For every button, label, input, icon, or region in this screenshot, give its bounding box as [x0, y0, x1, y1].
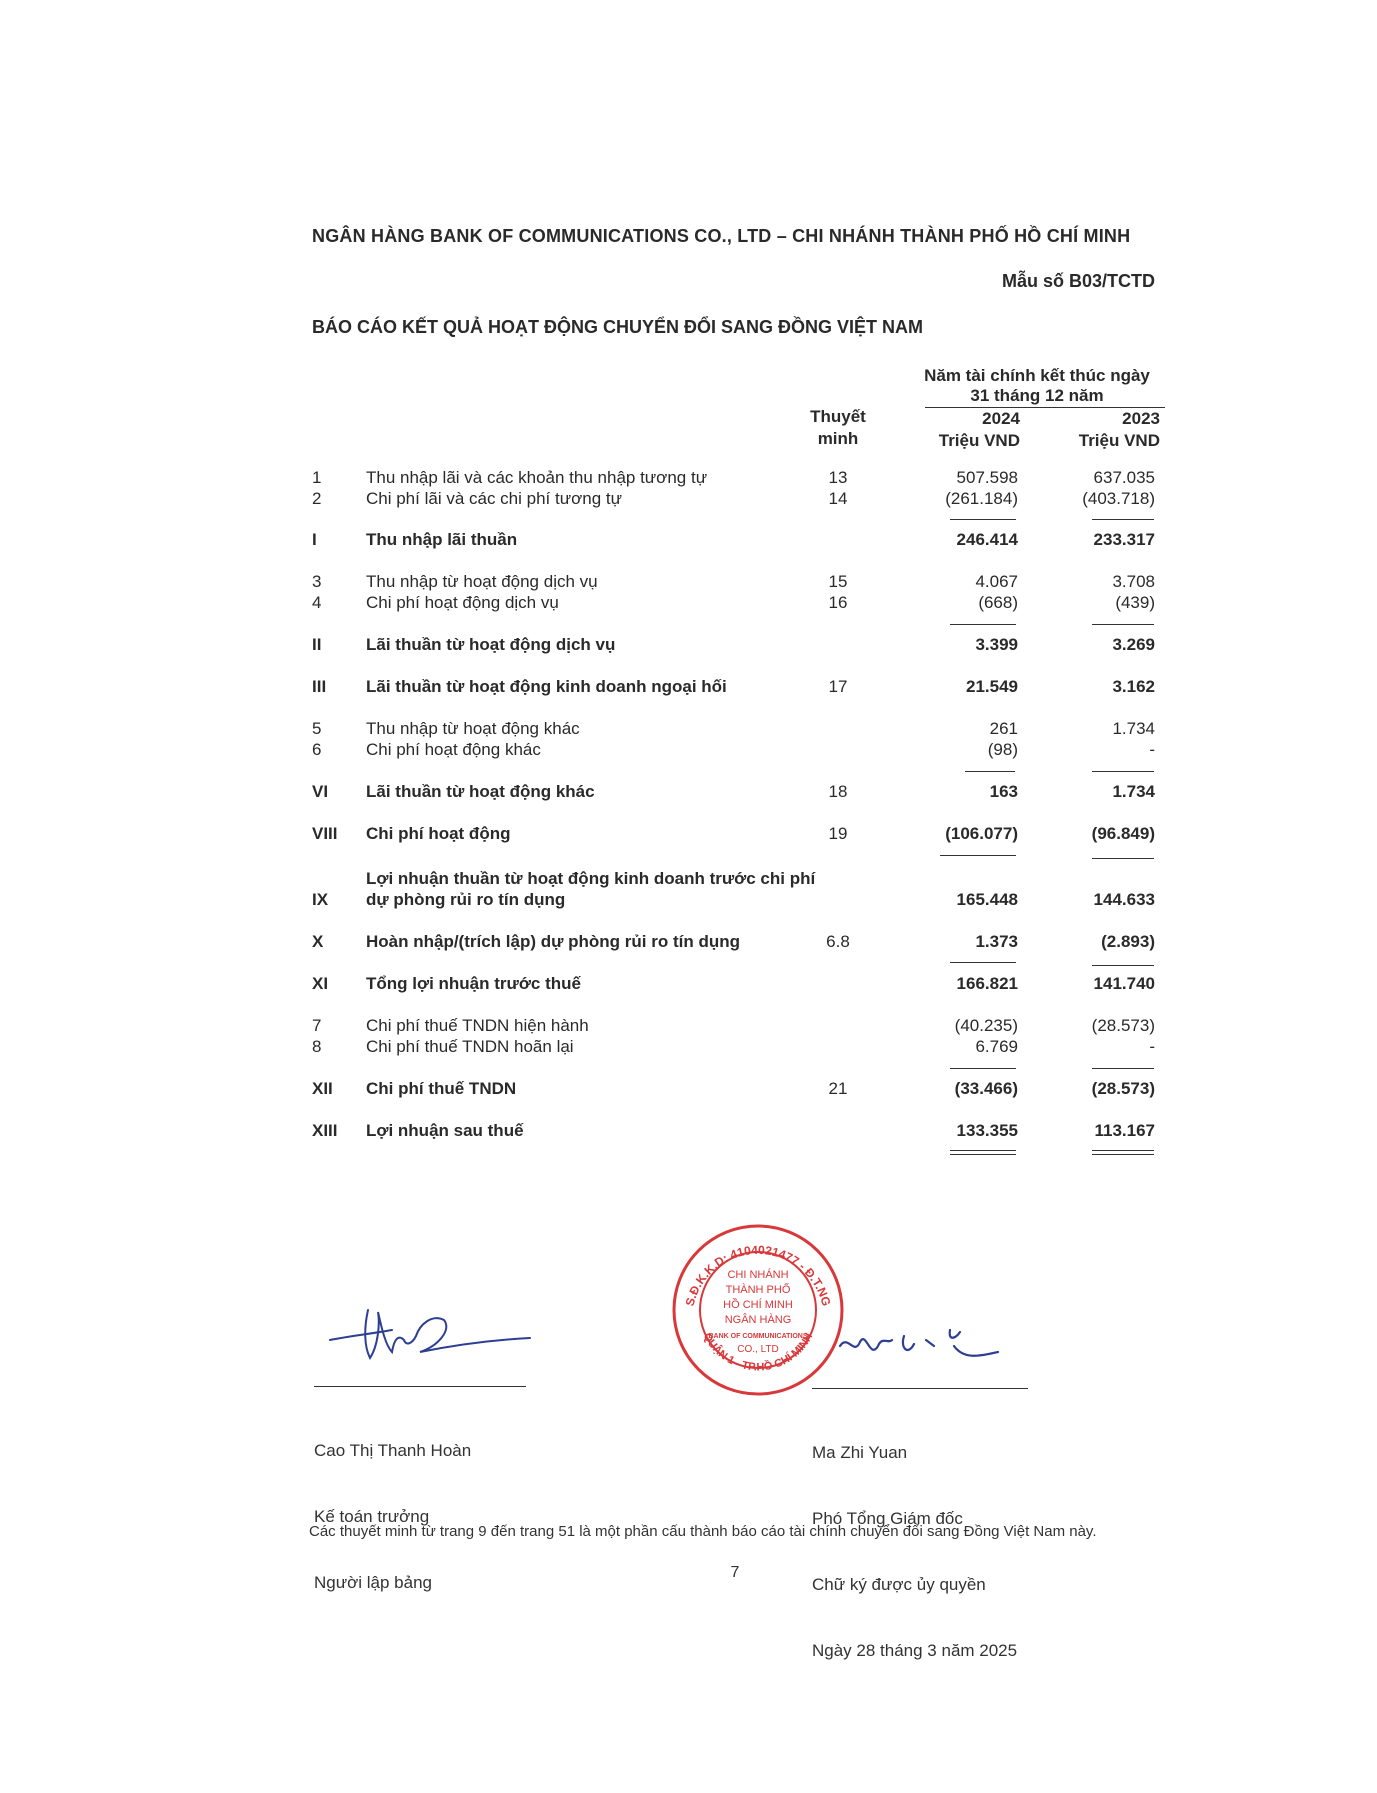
table-row [0, 719, 1377, 741]
subtotal-rule [1092, 771, 1154, 772]
seal-outer-text: S.Đ.K.K.D: 4104021477 - Đ.T.NG [682, 1242, 834, 1308]
subtotal-rule [950, 624, 1016, 625]
seal-line: THÀNH PHỐ [725, 1284, 791, 1296]
row-value-2023: 1.734 [1112, 782, 1155, 801]
row-value-2023: 3.708 [1112, 572, 1155, 591]
row-value-2024: 21.549 [966, 677, 1018, 696]
row-label: Thu nhập từ hoạt động khác [366, 719, 580, 738]
table-row [0, 489, 1377, 511]
table-row [0, 868, 1377, 912]
left-signer-role: Người lập bảng [314, 1573, 432, 1592]
row-value-2023: 1.734 [1112, 719, 1155, 738]
row-value-2024: (40.235) [954, 1016, 1018, 1035]
row-code: III [312, 677, 327, 696]
row-note: 16 [828, 593, 848, 612]
row-value-2023: 637.035 [1093, 468, 1155, 487]
row-note: 19 [828, 824, 848, 843]
report-title: BÁO CÁO KẾT QUẢ HOẠT ĐỘNG CHUYỂN ĐỔI SANG ĐỒNG VIỆT NAM [312, 317, 924, 337]
row-value-2024: 6.769 [975, 1037, 1018, 1056]
table-row [0, 572, 1377, 594]
row-label: Hoàn nhập/(trích lập) dự phòng rủi ro tín dụng [366, 932, 740, 951]
footer-note: Các thuyết minh từ trang 9 đến trang 51 là một phần cấu thành báo cáo tài chính chuyển đổi sang Đồng Việt Nam này. [309, 1523, 1097, 1540]
row-value-2023: (403.718) [1082, 489, 1155, 508]
row-value-2024: 166.821 [956, 974, 1018, 993]
row-note: 6.8 [826, 932, 850, 951]
row-value-2023: 3.162 [1112, 677, 1155, 696]
left-signer-block [314, 1396, 471, 1616]
table-row [0, 1121, 1377, 1143]
row-value-2023: - [1149, 740, 1155, 759]
seal-line: NGÂN HÀNG [724, 1314, 792, 1326]
year-2024-label: 2024 [982, 409, 1020, 428]
seal-line: CO., LTD [737, 1344, 779, 1355]
unit-2023-label: Triệu VND [1078, 431, 1160, 450]
table-row [0, 1016, 1377, 1038]
right-signer-authority: Chữ ký được ủy quyền [812, 1575, 986, 1594]
row-code: 6 [312, 740, 322, 759]
bank-name: NGÂN HÀNG BANK OF COMMUNICATIONS CO., LTD – CHI NHÁNH THÀNH PHỐ HỒ CHÍ MINH [312, 226, 1131, 246]
subtotal-rule [950, 1068, 1016, 1069]
row-value-2023: 141.740 [1093, 974, 1155, 993]
row-value-2024: 3.399 [975, 635, 1018, 654]
row-value-2024: (33.466) [954, 1079, 1018, 1098]
table-row [0, 1079, 1377, 1101]
total-double-rule [950, 1150, 1016, 1155]
seal-line: CHI NHÁNH [727, 1269, 789, 1281]
row-label: Chi phí thuế TNDN hiện hành [366, 1016, 589, 1035]
table-row [0, 468, 1377, 490]
row-value-2024: 261 [989, 719, 1018, 738]
row-value-2023: 113.167 [1094, 1121, 1155, 1140]
row-code: 8 [312, 1037, 322, 1056]
unit-2024-label: Triệu VND [938, 431, 1020, 450]
row-value-2024: 163 [989, 782, 1018, 801]
seal-line: BANK OF COMMUNICATIONS [708, 1333, 808, 1340]
row-code: VI [312, 782, 329, 801]
row-label: Chi phí lãi và các chi phí tương tự [366, 489, 622, 508]
row-code: II [312, 635, 322, 654]
right-signer-name: Ma Zhi Yuan [812, 1443, 908, 1462]
row-note: 17 [828, 677, 848, 696]
row-note: 18 [828, 782, 848, 801]
row-label: Thu nhập lãi và các khoản thu nhập tương tự [366, 468, 708, 487]
row-note: 13 [828, 468, 848, 487]
table-row [0, 593, 1377, 615]
row-code: XII [312, 1079, 333, 1098]
row-code: IX [312, 890, 329, 909]
table-row [0, 974, 1377, 996]
row-value-2024: 4.067 [975, 572, 1018, 591]
row-label: Lãi thuần từ hoạt động dịch vụ [366, 635, 616, 654]
left-signature-stroke [330, 1310, 530, 1358]
row-code: 5 [312, 719, 322, 738]
row-note: 15 [828, 572, 848, 591]
table-row [0, 1037, 1377, 1059]
right-signature-stroke [840, 1330, 998, 1356]
table-row [0, 740, 1377, 762]
row-code: I [312, 530, 317, 549]
table-row [0, 824, 1377, 846]
left-signer-name: Cao Thị Thanh Hoàn [314, 1441, 472, 1460]
note-column-heading: Thuyết minh [810, 407, 866, 448]
left-signature-line [314, 1386, 526, 1387]
seal-center-text [708, 1268, 807, 1355]
subtotal-rule [1092, 965, 1154, 966]
left-signer-title: Kế toán trưởng [314, 1507, 430, 1526]
row-code: XI [312, 974, 329, 993]
row-label: Chi phí hoạt động dịch vụ [366, 593, 559, 612]
row-value-2024: (106.077) [945, 824, 1018, 843]
right-signer-title: Phó Tổng Giám đốc [812, 1509, 963, 1528]
row-label: Lãi thuần từ hoạt động khác [366, 782, 595, 801]
row-value-2024: 1.373 [975, 932, 1018, 951]
left-signature [320, 1300, 540, 1370]
subtotal-rule [940, 855, 1016, 856]
table-row [0, 530, 1377, 552]
row-value-2023: - [1149, 1037, 1155, 1056]
form-number: Mẫu số B03/TCTD [1001, 271, 1155, 291]
row-label: Thu nhập lãi thuần [366, 530, 518, 549]
row-code: X [312, 932, 324, 951]
right-signer-date: Ngày 28 tháng 3 năm 2025 [812, 1641, 1018, 1660]
row-label: Chi phí hoạt động [366, 824, 511, 843]
table-row [0, 932, 1377, 954]
company-seal-stamp [668, 1220, 848, 1400]
right-signature [830, 1316, 1020, 1376]
row-value-2024: 246.414 [956, 530, 1018, 549]
year-2024-heading [880, 408, 1020, 452]
page-number: 7 [730, 1564, 740, 1581]
subtotal-rule [950, 519, 1016, 520]
table-row [0, 635, 1377, 657]
row-code: VIII [312, 824, 338, 843]
row-label: Chi phí thuế TNDN [366, 1079, 517, 1098]
subtotal-rule [1092, 519, 1154, 520]
year-2023-label: 2023 [1122, 409, 1160, 428]
row-label: Tổng lợi nhuận trước thuế [366, 974, 581, 993]
row-value-2023: 144.633 [1093, 890, 1155, 909]
subtotal-rule [1092, 1068, 1154, 1069]
row-label: Thu nhập từ hoạt động dịch vụ [366, 572, 598, 591]
subtotal-rule [965, 771, 1015, 772]
year-2023-heading [1020, 408, 1160, 452]
row-value-2024: 165.448 [956, 890, 1018, 909]
seal-bottom-text: QUẬN 1 - TP.HỒ CHÍ MINH [700, 1331, 816, 1374]
row-label: Lợi nhuận thuần từ hoạt động kinh doanh trước chi phí dự phòng rủi ro tín dụng [366, 869, 816, 909]
row-value-2023: (28.573) [1091, 1016, 1155, 1035]
row-value-2023: (439) [1115, 593, 1155, 612]
row-value-2024: (261.184) [945, 489, 1018, 508]
right-signature-line [812, 1388, 1028, 1389]
row-value-2023: (2.893) [1101, 932, 1155, 951]
row-code: 2 [312, 489, 322, 508]
subtotal-rule [1092, 858, 1154, 859]
right-signer-block [812, 1398, 1017, 1684]
row-code: 7 [312, 1016, 322, 1035]
seal-line: HỒ CHÍ MINH [723, 1299, 793, 1311]
row-value-2023: 3.269 [1112, 635, 1155, 654]
subtotal-rule [950, 962, 1016, 963]
row-label: Chi phí thuế TNDN hoãn lại [366, 1037, 574, 1056]
table-row [0, 782, 1377, 804]
row-value-2024: 507.598 [956, 468, 1018, 487]
period-heading: Năm tài chính kết thúc ngày 31 tháng 12 năm [924, 366, 1150, 405]
row-value-2023: (96.849) [1091, 824, 1155, 843]
table-row [0, 677, 1377, 699]
row-note: 21 [828, 1079, 848, 1098]
total-double-rule [1092, 1150, 1154, 1155]
row-value-2023: 233.317 [1093, 530, 1155, 549]
row-code: XIII [312, 1121, 338, 1140]
subtotal-rule [1092, 624, 1154, 625]
row-value-2024: (668) [978, 593, 1018, 612]
row-value-2024: 133.355 [956, 1121, 1018, 1140]
row-value-2024: (98) [987, 740, 1018, 759]
row-code: 4 [312, 593, 322, 612]
row-label: Chi phí hoạt động khác [366, 740, 541, 759]
row-code: 3 [312, 572, 322, 591]
row-code: 1 [312, 468, 322, 487]
row-label: Lợi nhuận sau thuế [366, 1121, 524, 1140]
row-value-2023: (28.573) [1091, 1079, 1155, 1098]
row-label: Lãi thuần từ hoạt động kinh doanh ngoại hối [366, 677, 727, 696]
row-note: 14 [828, 489, 848, 508]
